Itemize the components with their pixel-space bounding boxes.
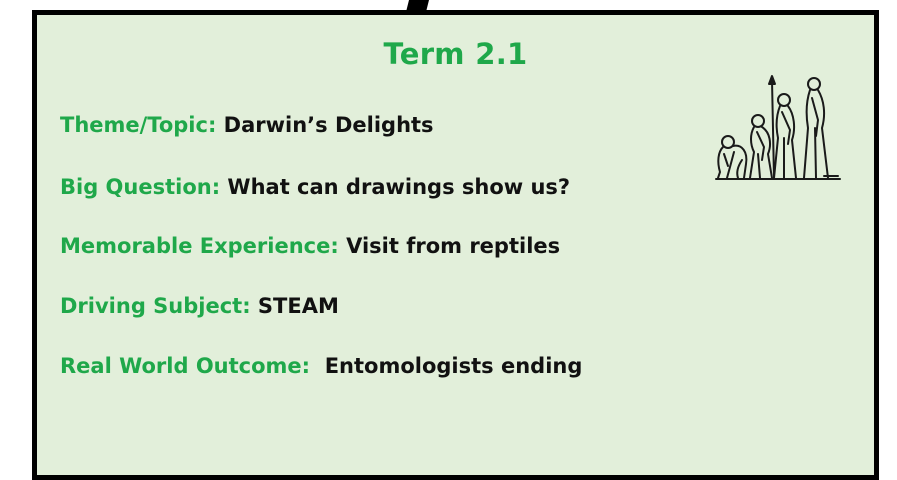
human-evolution-icon [714, 72, 842, 188]
driving-subject-value: STEAM [257, 294, 339, 318]
theme-topic-label: Theme/Topic: [60, 113, 217, 137]
term-card [32, 10, 879, 480]
big-question-value: What can drawings show us? [227, 175, 571, 199]
driving-subject-label: Driving Subject: [60, 294, 251, 318]
real-world-outcome-row [60, 354, 582, 378]
theme-topic-row [60, 113, 434, 137]
memorable-experience-value: Visit from reptiles [346, 234, 561, 258]
big-question-row [60, 175, 570, 199]
real-world-outcome-label: Real World Outcome: [60, 354, 318, 378]
driving-subject-row [60, 294, 339, 318]
memorable-experience-row [60, 234, 560, 258]
term-title: Term 2.1 [383, 37, 528, 71]
theme-topic-value: Darwin’s Delights [223, 113, 434, 137]
big-question-label: Big Question: [60, 175, 221, 199]
memorable-experience-label: Memorable Experience: [60, 234, 339, 258]
real-world-outcome-value: Entomologists ending [324, 354, 583, 378]
